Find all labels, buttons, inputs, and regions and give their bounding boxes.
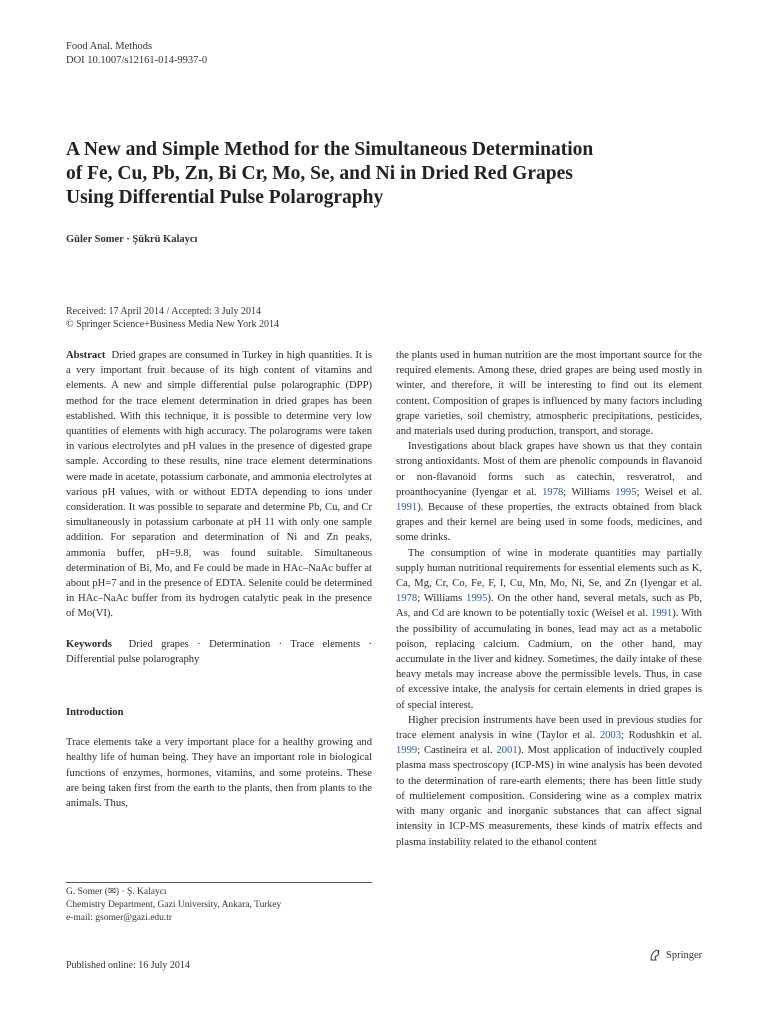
paper-title	[66, 138, 706, 210]
received-accepted: Received: 17 April 2014 / Accepted: 3 July 2014	[66, 306, 261, 317]
abstract-text: Dried grapes are consumed in Turkey in high quantities. It is a very important fruit because of its high content of vitamins and elements. A new and simple differential pulse polarographic (DPP) method for the trace element determination in dried grapes has been established. With this technique, it is possible to determine very low quantities of elements with high accuracy. The polarograms were taken in various electrolytes and pH values in the presence of digested grape sample. According to these results, nine trace element determinations were made in acetate, potassium carbonate, and ammonia electrolytes at various pH values, with or without EDTA depending to ions under consideration. It was possible to separate and determine Pb, Cu, and Cr simultaneously in potassium carbonate at pH 11 with only one sample addition. For separation and determination of Ni and Zn peaks, ammonia buffer, pH=9.8, was found suitable. Simultaneous determination of Bi, Mo, and Fe could be made in HAc–NaAc buffer at about pH=7 and in the presence of EDTA. Selenite could be determined in HAc–NaAc buffer from its hydrogen catalytic peak in the presence of Mo(VI).	[66, 350, 373, 620]
abstract	[66, 348, 372, 622]
right-paragraph-3: The consumption of wine in moderate quantities may partially supply human nutritional requirements for essential elements such as K, Ca, Mg, Cr, Co, Fe, F, I, Cu, Mn, Mo, Ni, Se, and Zn (Iyengar et al. 1978; Williams 1995). On the other hand, several metals, such as Pb, As, and Cd are known to be potentially toxic (Weisel et al. 1991). With the possibility of accumulating in bones, lead may act as a metabolic poison, replacing calcium. Cadmium, on the other hand, may accumulate in the liver and kidney. Sometimes, the daily intake of these heavy metals may increase above the permissible levels. Thus, in case of excessive intake, the analysis for certain elements in dried grapes is of special interest.	[396, 547, 702, 711]
introduction-heading: Introduction	[66, 707, 124, 719]
ref-link[interactable]: 2001	[496, 745, 518, 757]
journal-doi: DOI 10.1007/s12161-014-9937-0	[66, 55, 208, 66]
ref-link[interactable]: 1995	[466, 593, 488, 605]
right-column	[396, 348, 702, 850]
title-line-3: Using Differential Pulse Polarography	[66, 187, 384, 208]
ref-link[interactable]: 2003	[599, 730, 622, 742]
author-footnote	[66, 886, 281, 925]
right-paragraph-1: the plants used in human nutrition are the most important source for the required elements. Among these, dried grapes are being used mostly in winter, and therefore, it will be interesting to find out its element content. Composition of grapes is influenced by many factors including grape varieties, soil chemistry, atmospheric precipitations, pesticides, and materials used during production, transport, and storage.	[396, 350, 702, 438]
ref-link[interactable]: 1999	[396, 745, 418, 757]
dates-block	[66, 305, 279, 331]
springer-horse-icon	[648, 948, 662, 962]
footnote-email[interactable]: e-mail: gsomer@gazi.edu.tr	[66, 913, 173, 923]
journal-header	[66, 40, 207, 68]
footnote-authors: G. Somer (✉) · Ş. Kalaycı	[66, 887, 167, 897]
ref-link[interactable]: 1991	[651, 608, 673, 620]
published-online: Published online: 16 July 2014	[66, 960, 190, 971]
copyright-icon: ©	[66, 319, 77, 330]
ref-link[interactable]: 1991	[396, 502, 418, 514]
keywords-text: Dried grapes · Determination · Trace elements · Differential pulse polarography	[66, 638, 372, 665]
ref-link[interactable]: 1978	[542, 486, 564, 498]
copyright-line: © Springer Science+Business Media New York 2014	[66, 319, 279, 330]
ref-link[interactable]: 1995	[615, 486, 637, 498]
right-paragraph-4: Higher precision instruments have been used in previous studies for trace element analysis in wine (Taylor et al. 2003; Rodushkin et al. 1999; Castineira et al. 2001). Most application of inductively coupled plasma mass spectroscopy (ICP-MS) in wine analysis has been devoted to the determination of rare-earth elements; there has been little study of multielement composition. Considering wine as a complex matrix with many organic and inorganic substances that can affect signal intensity in ICP-MS measurements, these kinds of matrix effects and plasma instability related to the ethanol content	[396, 714, 702, 848]
springer-wordmark: Springer	[666, 949, 703, 961]
footnote-affiliation: Chemistry Department, Gazi University, Ankara, Turkey	[66, 900, 282, 910]
right-paragraph-2: Investigations about black grapes have shown us that they contain strong antioxidants. Most of them are phenolic compounds in flavanoid or non-flavanoid forms such as catechin, resveratrol, and proanthocyanine (Iyengar et al. 1978; Williams 1995; Weisel et al. 1991). Because of these properties, the extracts obtained from black grapes and their kernel are being used in some foods, medicines, and some drinks.	[396, 441, 702, 544]
authors: Güler Somer · Şükrü Kalaycı	[66, 234, 198, 245]
abstract-label: Abstract	[66, 350, 106, 361]
keywords	[66, 637, 372, 667]
title-line-1: A New and Simple Method for the Simultaneous Determination	[66, 139, 594, 160]
title-line-2: of Fe, Cu, Pb, Zn, Bi Cr, Mo, Se, and Ni in Dried Red Grapes	[66, 163, 573, 184]
left-column	[66, 348, 372, 811]
introduction-paragraph: Trace elements take a very important place for a healthy growing and healthy life of human being. They have an important role in biological functions of enzymes, hormones, vitamins, and some proteins. These are being taken first from the earth to the plants, then from plants to the animals. Thus,	[66, 737, 372, 810]
footnote-divider	[66, 882, 372, 883]
keywords-label: Keywords	[66, 638, 112, 650]
springer-logo	[648, 948, 702, 962]
ref-link[interactable]: 1978	[396, 593, 418, 605]
journal-name: Food Anal. Methods	[66, 41, 153, 52]
